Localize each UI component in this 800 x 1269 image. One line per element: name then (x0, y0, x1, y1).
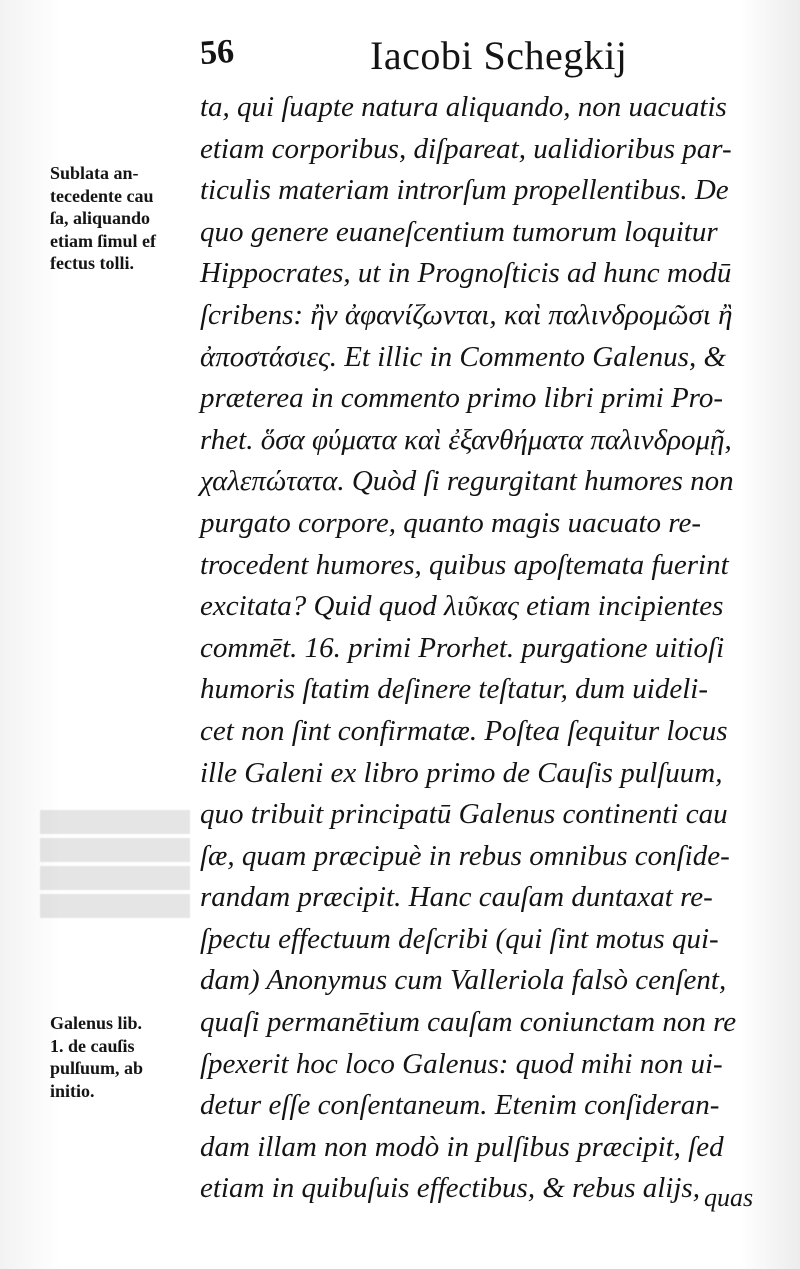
text-line: commēt. 16. primi Prorhet. purgatione uitioſi (200, 631, 725, 664)
text-line: quo tribuit principatū Galenus continenti cau (200, 798, 728, 831)
page-header (200, 30, 760, 86)
text-line: detur eſſe conſentaneum. Etenim conſideran- (200, 1089, 720, 1122)
text-line: Hippocrates, ut in Prognoſticis ad hunc modū (200, 257, 732, 290)
marginal-note-line: 1. de cauſis (50, 1035, 135, 1056)
marginal-note-line: Galenus lib. (50, 1013, 143, 1033)
text-line: dam) Anonymus cum Valleriola falsò cenſent, (200, 964, 727, 997)
running-head: Iacobi Schegkij (370, 33, 628, 78)
text-line: præterea in commento primo libri primi Pro- (200, 382, 724, 415)
text-line: etiam corporibus, diſpareat, ualidioribus par- (200, 132, 732, 165)
marginal-note-line: ſa, aliquando (50, 208, 151, 228)
marginal-note-1 (50, 162, 156, 275)
marginal-note-line: initio. (50, 1080, 95, 1101)
marginal-note-line: tecedente cau (50, 185, 154, 206)
text-line: etiam in quibuſuis effectibus, & rebus alijs, (200, 1172, 700, 1205)
text-line: quaſi permanētium cauſam coniunctam non re (200, 1006, 737, 1039)
text-line: ticulis materiam introrſum propellentibus. De (200, 174, 729, 207)
marginal-note-line: Sublata an- (50, 163, 139, 183)
text-line: ſpectu effectuum deſcribi (qui ſint motus qui- (200, 922, 719, 955)
text-line: randam præcipit. Hanc cauſam duntaxat re- (200, 881, 713, 914)
text-line: χαλεπώτατα. Quòd ſi regurgitant humores non (200, 465, 734, 498)
page-number: 56 (198, 32, 236, 73)
text-line: purgato corpore, quanto magis uacuato re- (200, 506, 702, 539)
text-line: ille Galeni ex libro primo de Cauſis pulſuum, (200, 756, 723, 789)
text-line: humoris ſtatim deſinere teſtatur, dum uideli- (200, 673, 708, 706)
text-line: ta, qui ſuapte natura aliquando, non uacuatis (200, 91, 727, 123)
body-text (200, 87, 765, 1210)
text-line: quo genere euaneſcentium tumorum loquitur (200, 215, 718, 248)
catchword: quas (704, 1183, 754, 1212)
marginal-note-2 (50, 1012, 143, 1102)
marginal-note-line: fectus tolli. (50, 253, 134, 273)
text-line: excitata? Quid quod λιῦκας etiam incipientes (200, 590, 724, 623)
bleed-through-shadow (40, 810, 190, 940)
text-line: trocedent humores, quibus apoſtemata fuerint (200, 548, 729, 581)
text-line: ἀποστάσιες. Et illic in Commento Galenus, & (200, 340, 727, 373)
text-line: ſpexerit hoc loco Galenus: quod mihi non ui- (200, 1047, 723, 1080)
text-line: rhet. ὅσα φύματα καὶ ἐξανθήματα παλινδρομῇ, (200, 423, 732, 456)
marginal-note-line: etiam ſimul ef (50, 230, 156, 251)
text-line: cet non ſint confirmatæ. Poſtea ſequitur locus (200, 714, 728, 747)
text-line: ſcribens: ἢν ἀφανίζωνται, καὶ παλινδρομῶσι ἢ (200, 298, 733, 331)
marginal-note-line: pulſuum, ab (50, 1058, 144, 1078)
text-line: ſæ, quam præcipuè in rebus omnibus conſide- (200, 839, 730, 872)
text-line: dam illam non modò in pulſibus præcipit, ſed (200, 1130, 724, 1163)
